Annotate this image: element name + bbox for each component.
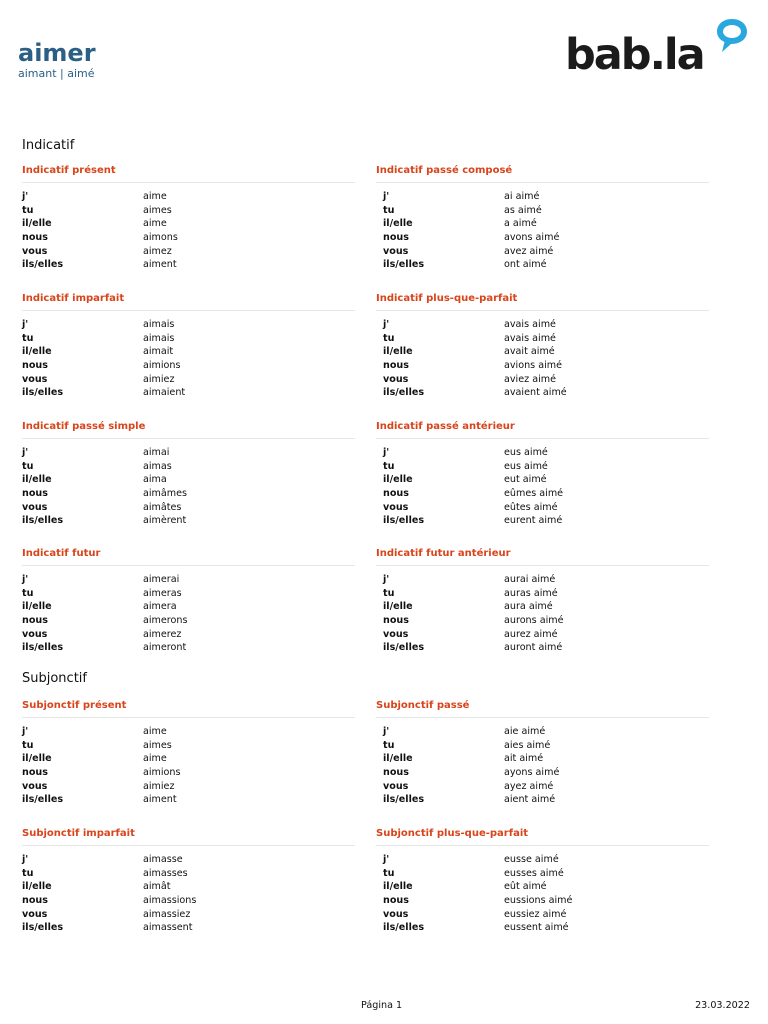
tense-title: Subjonctif présent: [22, 700, 355, 718]
pronoun: vous: [383, 908, 409, 920]
conjugation-row: [22, 514, 355, 528]
verb-form: aimeront: [143, 642, 187, 654]
conjugation-row: [22, 780, 355, 794]
pronoun: tu: [383, 460, 395, 472]
pronoun: tu: [22, 332, 34, 344]
tense-block: [22, 165, 355, 272]
verb-form: aime: [143, 726, 167, 737]
verb-form: aimeras: [143, 587, 182, 599]
pronoun: j': [383, 191, 390, 202]
conjugation-row: [22, 501, 355, 515]
pronoun: j': [22, 319, 29, 330]
conjugation-row: [376, 386, 709, 400]
conjugation-row: [376, 487, 709, 501]
section-title-indicatif: Indicatif: [22, 138, 75, 153]
conjugation-row: [22, 752, 355, 766]
conjugation-row: [376, 501, 709, 515]
verb-form: eûtes aimé: [504, 501, 558, 513]
verb-form: aimât: [143, 881, 171, 893]
pronoun: il/elle: [22, 474, 52, 486]
pronoun: tu: [383, 739, 395, 751]
pronoun: ils/elles: [22, 259, 64, 271]
tense-title: Indicatif plus-que-parfait: [376, 293, 709, 311]
verb-form: aurez aimé: [504, 628, 558, 640]
conjugation-row: [22, 573, 355, 587]
pronoun: vous: [22, 908, 48, 920]
tense-title: Indicatif passé composé: [376, 165, 709, 183]
pronoun: j': [383, 574, 390, 585]
conjugation-row: [22, 880, 355, 894]
verb-form: aimassions: [143, 895, 197, 907]
conjugation-row: [22, 359, 355, 373]
verb-form: aimiez: [143, 373, 175, 385]
pronoun: nous: [22, 488, 48, 500]
tense-block: [376, 828, 709, 935]
tense-block: [22, 548, 355, 655]
conjugation-row: [376, 853, 709, 867]
pronoun: j': [22, 191, 29, 202]
babla-logo: [565, 16, 750, 80]
verb-form: aurai aimé: [504, 574, 556, 585]
verb-form: aimons: [143, 232, 178, 244]
conjugation-row: [376, 793, 709, 807]
conjugation-row: [22, 460, 355, 474]
verb-form: avons aimé: [504, 232, 560, 244]
pronoun: ils/elles: [22, 387, 64, 399]
conjugation-row: [376, 725, 709, 739]
conjugation-row: [376, 245, 709, 259]
pronoun: j': [22, 854, 29, 865]
verb-form: aimes: [143, 204, 172, 216]
verb-form: avait aimé: [504, 346, 555, 358]
tense-title: Indicatif imparfait: [22, 293, 355, 311]
conjugation-row: [22, 373, 355, 387]
verb-form: ait aimé: [504, 753, 544, 765]
conjugation-row: [376, 258, 709, 272]
conjugation-row: [22, 258, 355, 272]
verb-form: eussions aimé: [504, 895, 573, 907]
conjugation-row: [376, 739, 709, 753]
tense-block: [376, 700, 709, 807]
print-date: 23.03.2022: [695, 1000, 750, 1011]
verb-form: aime: [143, 191, 167, 202]
pronoun: vous: [383, 245, 409, 257]
verb-form: aiment: [143, 794, 177, 806]
conjugation-row: [376, 752, 709, 766]
page-header: [18, 38, 96, 80]
verb-form: eurent aimé: [504, 515, 563, 527]
conjugation-row: [22, 332, 355, 346]
conjugation-row: [22, 628, 355, 642]
conjugation-row: [22, 739, 355, 753]
verb-form: aima: [143, 474, 167, 486]
verb-form: aime: [143, 753, 167, 765]
verb-form: aimez: [143, 245, 172, 257]
pronoun: vous: [22, 628, 48, 640]
verb-form: aies aimé: [504, 739, 551, 751]
pronoun: nous: [383, 360, 409, 372]
pronoun: nous: [22, 360, 48, 372]
pronoun: nous: [383, 615, 409, 627]
conjugation-row: [376, 204, 709, 218]
verb-form: eus aimé: [504, 447, 548, 458]
conjugation-row: [22, 894, 355, 908]
conjugation-row: [22, 245, 355, 259]
verb-form: avais aimé: [504, 332, 556, 344]
conjugation-row: [376, 921, 709, 935]
pronoun: ils/elles: [383, 259, 425, 271]
pronoun: j': [22, 447, 29, 458]
conjugation-row: [22, 190, 355, 204]
conjugation-row: [376, 359, 709, 373]
pronoun: il/elle: [383, 218, 413, 230]
pronoun: nous: [22, 615, 48, 627]
conjugation-row: [376, 880, 709, 894]
pronoun: vous: [22, 245, 48, 257]
tense-title: Indicatif futur: [22, 548, 355, 566]
verb-form: aimassiez: [143, 908, 191, 920]
conjugation-row: [22, 204, 355, 218]
verb-form: aimasses: [143, 867, 188, 879]
conjugation-row: [376, 231, 709, 245]
verb-form: ayons aimé: [504, 767, 560, 779]
verb-form: aimâmes: [143, 488, 188, 500]
pronoun: j': [383, 447, 390, 458]
pronoun: tu: [383, 204, 395, 216]
conjugation-row: [376, 345, 709, 359]
conjugation-row: [376, 190, 709, 204]
conjugation-row: [22, 386, 355, 400]
pronoun: ils/elles: [22, 642, 64, 654]
verb-form: avions aimé: [504, 360, 563, 372]
verb-form: aimerons: [143, 615, 188, 627]
conjugation-row: [22, 867, 355, 881]
conjugation-row: [22, 473, 355, 487]
pronoun: tu: [383, 867, 395, 879]
conjugation-row: [22, 600, 355, 614]
pronoun: vous: [383, 501, 409, 513]
verb-form: auront aimé: [504, 642, 563, 654]
pronoun: il/elle: [22, 346, 52, 358]
tense-block: [22, 421, 355, 528]
verb-form: aura aimé: [504, 601, 553, 613]
conjugation-row: [22, 446, 355, 460]
conjugation-row: [376, 894, 709, 908]
pronoun: j': [383, 726, 390, 737]
pronoun: il/elle: [383, 601, 413, 613]
tense-title: Subjonctif imparfait: [22, 828, 355, 846]
pronoun: vous: [22, 373, 48, 385]
pronoun: il/elle: [383, 881, 413, 893]
verb-participles: aimant | aimé: [18, 67, 95, 80]
pronoun: ils/elles: [383, 922, 425, 934]
conjugation-row: [376, 600, 709, 614]
tense-title: Indicatif passé simple: [22, 421, 355, 439]
verb-form: aie aimé: [504, 726, 546, 737]
tense-block: [22, 293, 355, 400]
tense-block: [376, 421, 709, 528]
pronoun: ils/elles: [383, 642, 425, 654]
verb-form: aient aimé: [504, 794, 556, 806]
verb-form: as aimé: [504, 204, 542, 216]
verb-title: aimer: [18, 39, 96, 67]
conjugation-row: [22, 614, 355, 628]
conjugation-row: [22, 345, 355, 359]
logo-wordmark: bab.la: [565, 30, 704, 80]
conjugation-row: [22, 921, 355, 935]
conjugation-row: [376, 908, 709, 922]
pronoun: tu: [22, 739, 34, 751]
verb-form: avaient aimé: [504, 387, 567, 399]
verb-form: eussiez aimé: [504, 908, 567, 920]
verb-form: aimâtes: [143, 501, 182, 513]
conjugation-row: [376, 628, 709, 642]
pronoun: il/elle: [383, 753, 413, 765]
verb-form: auras aimé: [504, 587, 558, 599]
verb-form: aime: [143, 218, 167, 230]
conjugation-row: [22, 217, 355, 231]
pronoun: tu: [22, 587, 34, 599]
pronoun: ils/elles: [22, 794, 64, 806]
verb-form: aimai: [143, 447, 170, 458]
pronoun: nous: [22, 767, 48, 779]
pronoun: il/elle: [383, 474, 413, 486]
pronoun: ils/elles: [383, 515, 425, 527]
verb-form: eut aimé: [504, 474, 547, 486]
verb-form: ont aimé: [504, 259, 547, 271]
verb-form: eus aimé: [504, 460, 548, 472]
verb-form: aimerai: [143, 574, 180, 585]
tense-block: [22, 700, 355, 807]
verb-form: eûmes aimé: [504, 488, 564, 500]
pronoun: tu: [22, 867, 34, 879]
conjugation-row: [376, 514, 709, 528]
pronoun: nous: [383, 488, 409, 500]
conjugation-row: [22, 766, 355, 780]
conjugation-row: [376, 641, 709, 655]
conjugation-row: [22, 641, 355, 655]
pronoun: vous: [383, 373, 409, 385]
section-title-subjonctif: Subjonctif: [22, 671, 87, 686]
verb-form: aimais: [143, 332, 175, 344]
verb-form: aimaient: [143, 387, 186, 399]
verb-form: eusses aimé: [504, 867, 564, 879]
verb-form: aimions: [143, 360, 181, 372]
verb-form: aimera: [143, 601, 177, 613]
conjugation-row: [22, 318, 355, 332]
conjugation-row: [22, 853, 355, 867]
tense-title: Indicatif passé antérieur: [376, 421, 709, 439]
pronoun: nous: [22, 895, 48, 907]
tense-block: [376, 165, 709, 272]
pronoun: tu: [22, 204, 34, 216]
pronoun: ils/elles: [383, 794, 425, 806]
pronoun: j': [22, 574, 29, 585]
verb-form: eusse aimé: [504, 854, 559, 865]
verb-form: aimas: [143, 460, 172, 472]
conjugation-row: [376, 573, 709, 587]
verb-form: aimasse: [143, 854, 183, 865]
conjugation-row: [376, 587, 709, 601]
verb-form: ai aimé: [504, 191, 540, 202]
verb-form: aimais: [143, 319, 175, 330]
speech-bubble-icon: [714, 16, 750, 58]
pronoun: il/elle: [22, 881, 52, 893]
conjugation-row: [22, 793, 355, 807]
pronoun: il/elle: [383, 346, 413, 358]
pronoun: j': [383, 854, 390, 865]
pronoun: il/elle: [22, 753, 52, 765]
tense-title: Subjonctif passé: [376, 700, 709, 718]
conjugation-row: [376, 373, 709, 387]
pronoun: ils/elles: [383, 387, 425, 399]
pronoun: nous: [383, 895, 409, 907]
verb-form: aimait: [143, 346, 174, 358]
tense-title: Indicatif présent: [22, 165, 355, 183]
pronoun: tu: [383, 587, 395, 599]
verb-form: aimerez: [143, 628, 182, 640]
verb-form: aimes: [143, 739, 172, 751]
conjugation-row: [376, 318, 709, 332]
verb-form: aurons aimé: [504, 615, 564, 627]
conjugation-row: [376, 867, 709, 881]
pronoun: vous: [383, 628, 409, 640]
pronoun: nous: [383, 232, 409, 244]
pronoun: j': [383, 319, 390, 330]
verb-form: aiment: [143, 259, 177, 271]
verb-form: avais aimé: [504, 319, 556, 330]
conjugation-row: [22, 231, 355, 245]
pronoun: tu: [22, 460, 34, 472]
conjugation-row: [22, 487, 355, 501]
pronoun: vous: [22, 501, 48, 513]
conjugation-row: [376, 460, 709, 474]
tense-title: Indicatif futur antérieur: [376, 548, 709, 566]
pronoun: il/elle: [22, 601, 52, 613]
verb-form: aimèrent: [143, 515, 187, 527]
pronoun: ils/elles: [22, 922, 64, 934]
verb-form: eussent aimé: [504, 922, 569, 934]
conjugation-row: [376, 614, 709, 628]
verb-form: a aimé: [504, 218, 537, 230]
verb-form: avez aimé: [504, 245, 554, 257]
conjugation-row: [22, 587, 355, 601]
conjugation-row: [376, 217, 709, 231]
pronoun: nous: [22, 232, 48, 244]
verb-form: aimiez: [143, 780, 175, 792]
conjugation-row: [376, 332, 709, 346]
pronoun: vous: [22, 780, 48, 792]
tense-block: [22, 828, 355, 935]
tense-block: [376, 293, 709, 400]
verb-form: aimions: [143, 767, 181, 779]
conjugation-row: [376, 780, 709, 794]
pronoun: nous: [383, 767, 409, 779]
verb-form: ayez aimé: [504, 780, 554, 792]
tense-title: Subjonctif plus-que-parfait: [376, 828, 709, 846]
verb-form: aimassent: [143, 922, 193, 934]
conjugation-row: [22, 908, 355, 922]
tense-block: [376, 548, 709, 655]
conjugation-row: [22, 725, 355, 739]
pronoun: ils/elles: [22, 515, 64, 527]
verb-form: aviez aimé: [504, 373, 557, 385]
conjugation-row: [376, 446, 709, 460]
pronoun: tu: [383, 332, 395, 344]
page-number: Página 1: [361, 1000, 403, 1011]
verb-form: eût aimé: [504, 881, 547, 893]
pronoun: il/elle: [22, 218, 52, 230]
conjugation-row: [376, 766, 709, 780]
pronoun: vous: [383, 780, 409, 792]
pronoun: j': [22, 726, 29, 737]
conjugation-row: [376, 473, 709, 487]
